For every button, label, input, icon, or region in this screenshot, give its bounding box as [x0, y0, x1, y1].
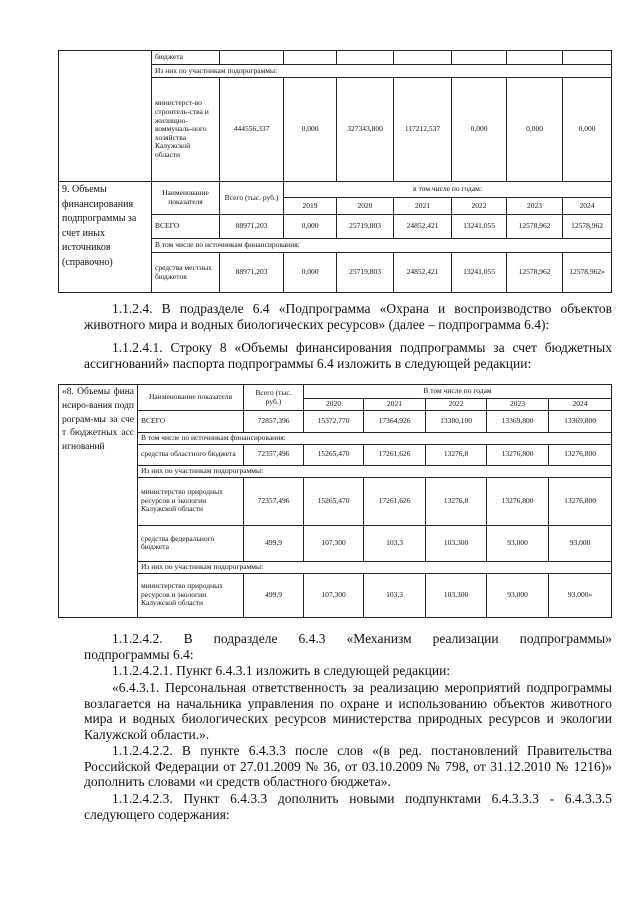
participants-span: Из них по участникам подпрограммы:	[138, 561, 612, 573]
row-label-9: 9. Объемы финансирования подпрограммы за счет иных источников (справочно)	[59, 182, 152, 293]
sources-span: В том числе по источникам финансирования:	[138, 433, 612, 445]
federal-budget-name: средства федерального бюджета	[138, 525, 244, 561]
table-cell: 13276,800	[487, 477, 549, 525]
year-header: 2020	[337, 198, 394, 215]
year-header: 2021	[364, 399, 426, 411]
table-cell: 15265,470	[304, 444, 364, 465]
table-cell: 13276,8	[426, 477, 487, 525]
table-cell: 103,300	[426, 573, 487, 617]
table-cell: 0,000	[507, 78, 563, 182]
table-cell: 12578,962	[507, 253, 563, 293]
ministry-natural-resources-name: министерство природных ресурсов и экологии Калужской области	[138, 573, 244, 617]
table-cell: 17364,926	[364, 411, 426, 433]
paragraph-6-4-3-1: «6.4.3.1. Персональная ответственность за реализацию мероприятий подпрограммы возлагается на начальника управления по охране и использованию объектов животного мира и водных биологических ресурсов министерства природных ресурсов и экологии Калужской области.».	[84, 680, 612, 742]
total-label: ВСЕГО	[138, 411, 244, 433]
table-cell: 15372,770	[304, 411, 364, 433]
paragraph-1-1-2-4-1: 1.1.2.4.1. Строку 8 «Объемы финансирования подпрограммы за счет бюджетных ассигнований» паспорта подпрограммы 6.4 изложить в следующей редакции:	[84, 340, 612, 371]
ministry-construction-name: министерст-во строитель-ства и жилищно-коммуналь-ного хозяйства Калужской области	[152, 78, 220, 182]
table-cell: 12578,962	[507, 215, 563, 239]
table-cell: 13276,800	[487, 444, 549, 465]
sources-span: В том числе по источникам финансирования:	[152, 239, 612, 253]
table-cell: 93,000	[487, 573, 549, 617]
table-cell: 13276,800	[549, 477, 612, 525]
year-header: 2022	[452, 198, 507, 215]
header-total: Всего (тыс. руб.)	[220, 182, 284, 215]
paragraph-1-1-2-4-2: 1.1.2.4.2. В подразделе 6.4.3 «Механизм реализации подпрограммы»	[112, 631, 612, 646]
table-cell: 24852,421	[394, 215, 452, 239]
table-cell: 499,9	[244, 573, 304, 617]
table-cell: 15265,470	[304, 477, 364, 525]
paragraph-1-1-2-4-2-3: 1.1.2.4.2.3. Пункт 6.4.3.3 дополнить новыми подпунктами 6.4.3.3.3 - 6.4.3.3.5 следующего содержания:	[84, 791, 612, 822]
table-cell: 103,3	[364, 573, 426, 617]
table-cell: 0,000	[284, 78, 337, 182]
year-header: 2024	[563, 198, 612, 215]
total-label: ВСЕГО	[152, 215, 220, 239]
header-years-label: в том числе по годам:	[284, 182, 612, 198]
year-header: 2024	[549, 399, 612, 411]
local-budgets-name: средства местных бюджетов	[152, 253, 220, 293]
table-cell: 88971,203	[220, 253, 284, 293]
paragraph-1-1-2-4-2-2: 1.1.2.4.2.2. В пункте 6.4.3.3 после слов «(в ред. постановлений Правительства Российской Федерации от 27.01.2009 № 36, от 03.10.2009 № 798, от 31.12.2010 № 1216)» дополнить словами «и средств областного бюджета».	[84, 743, 612, 790]
paragraph-1-1-2-4: 1.1.2.4. В подразделе 6.4 «Подпрограмма «Охрана и воспроизводство объектов животного мира и водных биологических ресурсов» (далее – подпрограмма 6.4):	[84, 301, 612, 332]
table-cell: 13276,8	[426, 444, 487, 465]
row-label-8: «8. Объемы финансиро-вания подпрограм-мы за счет бюджетных ассигнований	[59, 385, 138, 618]
table-cell: 72357,496	[244, 444, 304, 465]
participants-span: Из них по участникам подпрограммы:	[152, 65, 612, 78]
table-cell: 93,000»	[549, 573, 612, 617]
table-cell: 17261,626	[364, 444, 426, 465]
participants-span: Из них по участникам подпрограммы:	[138, 465, 612, 477]
header-total: Всего (тыс. руб.)	[244, 385, 304, 411]
year-header: 2019	[284, 198, 337, 215]
table-cell: 0,000	[563, 78, 612, 182]
table-cell: 93,000	[487, 525, 549, 561]
year-header: 2021	[394, 198, 452, 215]
table-cell: 117212,537	[394, 78, 452, 182]
table-cell: 103,3	[364, 525, 426, 561]
table-cell: 13241,055	[452, 253, 507, 293]
table-cell: 13380,100	[426, 411, 487, 433]
table-cell: 25719,803	[337, 215, 394, 239]
table-cell: бюджета	[152, 51, 220, 65]
table-cell: 72357,496	[244, 477, 304, 525]
year-header: 2023	[487, 399, 549, 411]
table-cell: 93,000	[549, 525, 612, 561]
table-cell: 327343,800	[337, 78, 394, 182]
table-cell: 13241,055	[452, 215, 507, 239]
financing-table-2	[58, 384, 612, 618]
regional-budget-name: средства областного бюджета	[138, 444, 244, 465]
year-header: 2020	[304, 399, 364, 411]
year-header: 2023	[507, 198, 563, 215]
table-cell: 72857,396	[244, 411, 304, 433]
table-cell: 12578,962	[563, 215, 612, 239]
financing-table-1	[58, 50, 612, 293]
header-name: Наименование показателя	[138, 385, 244, 411]
table-cell: 499,9	[244, 525, 304, 561]
table-cell: 13276,800	[549, 444, 612, 465]
paragraph-1-1-2-4-2-1: 1.1.2.4.2.1. Пункт 6.4.3.1 изложить в следующей редакции:	[112, 663, 451, 678]
table-cell: 25719,803	[337, 253, 394, 293]
table-cell: 0,000	[284, 253, 337, 293]
table-cell: 88971,203	[220, 215, 284, 239]
table-cell: 13369,800	[487, 411, 549, 433]
table1-left-cell-top	[59, 51, 152, 182]
header-name: Наименование показателя	[152, 182, 220, 215]
table-cell: 12578,962»	[563, 253, 612, 293]
table-cell: 103,300	[426, 525, 487, 561]
ministry-natural-resources-name: министерство природных ресурсов и экологии Калужской области	[138, 477, 244, 525]
table-cell: 0,000	[284, 215, 337, 239]
table-cell: 17261,626	[364, 477, 426, 525]
table-cell: 0,000	[452, 78, 507, 182]
table-cell: 444556,337	[220, 78, 284, 182]
table-cell: 107,300	[304, 525, 364, 561]
table-cell: 107,300	[304, 573, 364, 617]
paragraph-1-1-2-4-2-cont: подпрограммы 6.4:	[84, 647, 194, 662]
table-cell: 24852,421	[394, 253, 452, 293]
year-header: 2022	[426, 399, 487, 411]
table-cell: 13369,800	[549, 411, 612, 433]
header-years-label: В том числе по годам	[304, 385, 612, 399]
